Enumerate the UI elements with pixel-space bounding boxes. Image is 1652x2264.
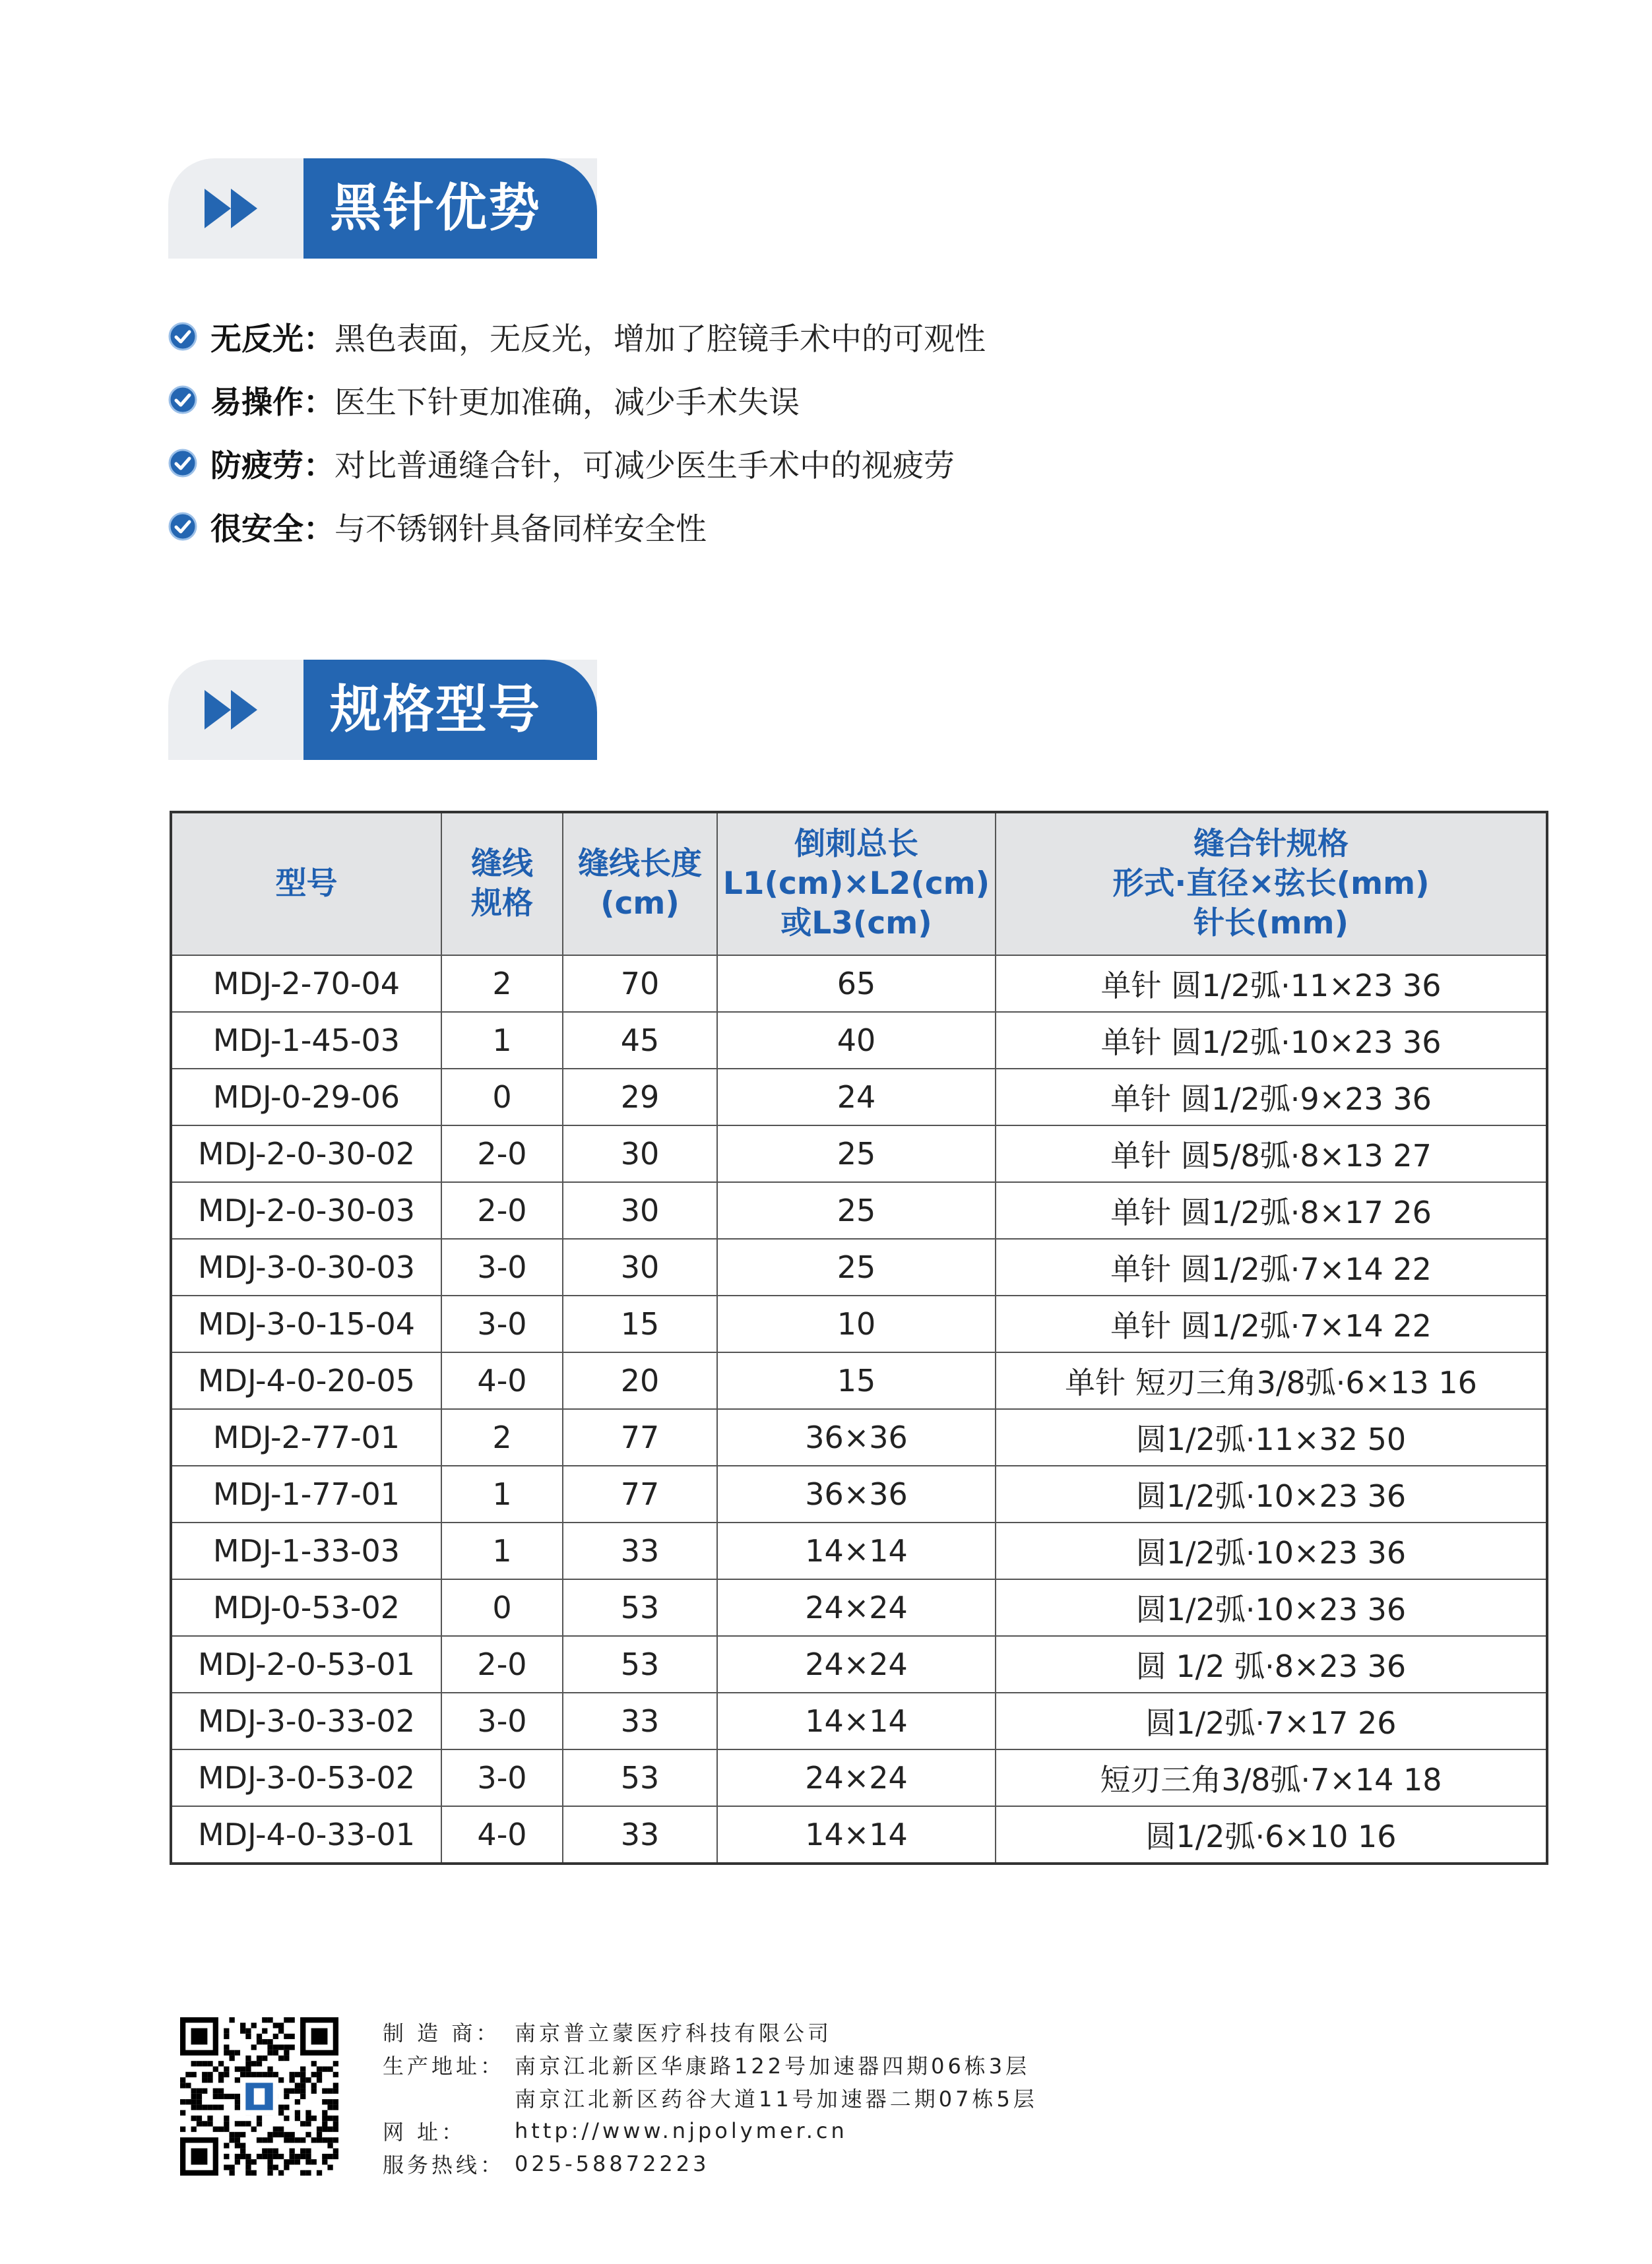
section-title: 黑针优势 [303, 158, 597, 259]
check-circle-icon [168, 322, 197, 351]
col-header-suture-spec: 缝线 规格 [441, 812, 563, 955]
col-header-model: 型号 [171, 812, 441, 955]
table-cell: MDJ-2-0-30-03 [171, 1182, 441, 1239]
table-row [171, 1069, 1547, 1125]
table-cell: MDJ-0-53-02 [171, 1579, 441, 1636]
table-cell: 24 [717, 1069, 996, 1125]
table-cell: MDJ-3-0-15-04 [171, 1296, 441, 1352]
table-row [171, 1125, 1547, 1182]
table-cell: 30 [563, 1182, 717, 1239]
table-cell: 单针 圆1/2弧·7×14 22 [996, 1239, 1547, 1296]
table-cell: 25 [717, 1239, 996, 1296]
advantage-text: 与不锈钢针具备同样安全性 [334, 511, 707, 548]
table-cell: 36×36 [717, 1409, 996, 1466]
table-cell: 圆1/2弧·10×23 36 [996, 1466, 1547, 1523]
table-cell: 15 [717, 1352, 996, 1409]
table-cell: 4-0 [441, 1352, 563, 1409]
table-cell: MDJ-2-70-04 [171, 955, 441, 1012]
section-header-specs [168, 660, 597, 760]
table-row [171, 1239, 1547, 1296]
table-cell: MDJ-1-77-01 [171, 1466, 441, 1523]
col-header-barb-length: 倒刺总长 L1(cm)×L2(cm) 或L3(cm) [717, 812, 996, 955]
table-cell: 圆1/2弧·6×10 16 [996, 1806, 1547, 1864]
table-cell: MDJ-1-45-03 [171, 1012, 441, 1069]
table-cell: MDJ-3-0-30-03 [171, 1239, 441, 1296]
col-header-needle-spec: 缝合针规格 形式·直径×弦长(mm) 针长(mm) [996, 812, 1547, 955]
table-cell: 单针 短刃三角3/8弧·6×13 16 [996, 1352, 1547, 1409]
check-circle-icon [168, 449, 197, 478]
table-cell: 25 [717, 1182, 996, 1239]
table-cell: 14×14 [717, 1806, 996, 1864]
table-cell: 45 [563, 1012, 717, 1069]
col-header-suture-length: 缝线长度 (cm) [563, 812, 717, 955]
table-cell: 0 [441, 1069, 563, 1125]
footer-hotline: 服务热线： 025-58872223 [383, 2151, 710, 2178]
table-cell: 单针 圆5/8弧·8×13 27 [996, 1125, 1547, 1182]
table-row [171, 955, 1547, 1012]
table-cell: MDJ-3-0-53-02 [171, 1749, 441, 1806]
table-cell: 3-0 [441, 1693, 563, 1749]
table-cell: 24×24 [717, 1636, 996, 1693]
table-cell: 30 [563, 1125, 717, 1182]
table-cell: 3-0 [441, 1296, 563, 1352]
table-cell: 圆1/2弧·11×32 50 [996, 1409, 1547, 1466]
table-cell: 单针 圆1/2弧·7×14 22 [996, 1296, 1547, 1352]
table-cell: 1 [441, 1012, 563, 1069]
table-row [171, 1523, 1547, 1579]
advantage-title: 防疲劳： [210, 447, 334, 484]
table-row [171, 1466, 1547, 1523]
table-row [171, 1636, 1547, 1693]
table-cell: 53 [563, 1749, 717, 1806]
advantage-item [168, 431, 986, 495]
table-cell: 25 [717, 1125, 996, 1182]
table-cell: MDJ-2-0-30-02 [171, 1125, 441, 1182]
table-cell: 1 [441, 1523, 563, 1579]
spec-table [170, 811, 1548, 1865]
footer-address-2: 南京江北新区药谷大道11号加速器二期07栋5层 [515, 2087, 1038, 2112]
table-row [171, 1409, 1547, 1466]
table-cell: 33 [563, 1523, 717, 1579]
table-cell: 2-0 [441, 1636, 563, 1693]
advantage-item [168, 495, 986, 558]
table-cell: 单针 圆1/2弧·11×23 36 [996, 955, 1547, 1012]
table-cell: 10 [717, 1296, 996, 1352]
table-cell: MDJ-2-77-01 [171, 1409, 441, 1466]
table-row [171, 1749, 1547, 1806]
table-cell: 4-0 [441, 1806, 563, 1864]
qr-code [180, 2017, 338, 2176]
table-cell: 77 [563, 1466, 717, 1523]
table-cell: 3-0 [441, 1239, 563, 1296]
table-cell: 2 [441, 955, 563, 1012]
table-cell: 53 [563, 1579, 717, 1636]
table-cell: 0 [441, 1579, 563, 1636]
table-cell: 24×24 [717, 1579, 996, 1636]
table-cell: 2-0 [441, 1125, 563, 1182]
section-title: 规格型号 [303, 660, 597, 760]
table-cell: 14×14 [717, 1523, 996, 1579]
check-circle-icon [168, 385, 197, 414]
table-cell: 圆1/2弧·10×23 36 [996, 1579, 1547, 1636]
table-cell: 短刃三角3/8弧·7×14 18 [996, 1749, 1547, 1806]
table-row [171, 1693, 1547, 1749]
advantage-text: 对比普通缝合针，可减少医生手术中的视疲劳 [334, 447, 955, 484]
table-cell: 单针 圆1/2弧·8×17 26 [996, 1182, 1547, 1239]
table-cell: 1 [441, 1466, 563, 1523]
table-cell: 29 [563, 1069, 717, 1125]
table-header-row [171, 812, 1547, 955]
table-body [171, 955, 1547, 1864]
footer-info [383, 2015, 1038, 2180]
table-cell: 15 [563, 1296, 717, 1352]
table-cell: 24×24 [717, 1749, 996, 1806]
table-cell: 2-0 [441, 1182, 563, 1239]
table-cell: 53 [563, 1636, 717, 1693]
website-link[interactable]: http://www.njpolymer.cn [515, 2118, 848, 2143]
table-cell: 33 [563, 1693, 717, 1749]
table-cell: 单针 圆1/2弧·10×23 36 [996, 1012, 1547, 1069]
table-cell: 77 [563, 1409, 717, 1466]
table-row [171, 1182, 1547, 1239]
table-cell: MDJ-0-29-06 [171, 1069, 441, 1125]
footer-address: 生产地址： 南京江北新区华康路122号加速器四期06栋3层 [383, 2054, 1031, 2079]
table-row [171, 1352, 1547, 1409]
table-cell: 单针 圆1/2弧·9×23 36 [996, 1069, 1547, 1125]
table-cell: 圆1/2弧·10×23 36 [996, 1523, 1547, 1579]
advantage-item [168, 368, 986, 431]
table-cell: 3-0 [441, 1749, 563, 1806]
double-arrow-icon [205, 185, 264, 232]
table-cell: MDJ-4-0-33-01 [171, 1806, 441, 1864]
advantage-item [168, 305, 986, 368]
table-row [171, 1579, 1547, 1636]
footer-website: 网 址： http://www.njpolymer.cn [383, 2118, 848, 2145]
table-cell: 2 [441, 1409, 563, 1466]
table-cell: 36×36 [717, 1466, 996, 1523]
double-arrow-icon [205, 686, 264, 734]
table-row [171, 1806, 1547, 1864]
table-cell: MDJ-2-0-53-01 [171, 1636, 441, 1693]
advantage-title: 易操作： [210, 384, 334, 421]
advantage-text: 医生下针更加准确，减少手术失误 [334, 384, 800, 421]
table-cell: 20 [563, 1352, 717, 1409]
advantages-list [168, 305, 986, 558]
table-cell: 33 [563, 1806, 717, 1864]
table-cell: 圆 1/2 弧·8×23 36 [996, 1636, 1547, 1693]
table-cell: 圆1/2弧·7×17 26 [996, 1693, 1547, 1749]
table-cell: 30 [563, 1239, 717, 1296]
advantage-title: 很安全： [210, 511, 334, 548]
advantage-title: 无反光： [210, 321, 334, 358]
section-header-advantages [168, 158, 597, 259]
table-cell: 65 [717, 955, 996, 1012]
table-cell: 14×14 [717, 1693, 996, 1749]
table-cell: MDJ-1-33-03 [171, 1523, 441, 1579]
table-cell: MDJ-4-0-20-05 [171, 1352, 441, 1409]
table-row [171, 1012, 1547, 1069]
table-cell: MDJ-3-0-33-02 [171, 1693, 441, 1749]
check-circle-icon [168, 512, 197, 541]
table-cell: 40 [717, 1012, 996, 1069]
table-row [171, 1296, 1547, 1352]
table-cell: 70 [563, 955, 717, 1012]
footer-manufacturer: 制 造 商： 南京普立蒙医疗科技有限公司 [383, 2021, 833, 2046]
advantage-text: 黑色表面，无反光，增加了腔镜手术中的可观性 [334, 321, 986, 358]
